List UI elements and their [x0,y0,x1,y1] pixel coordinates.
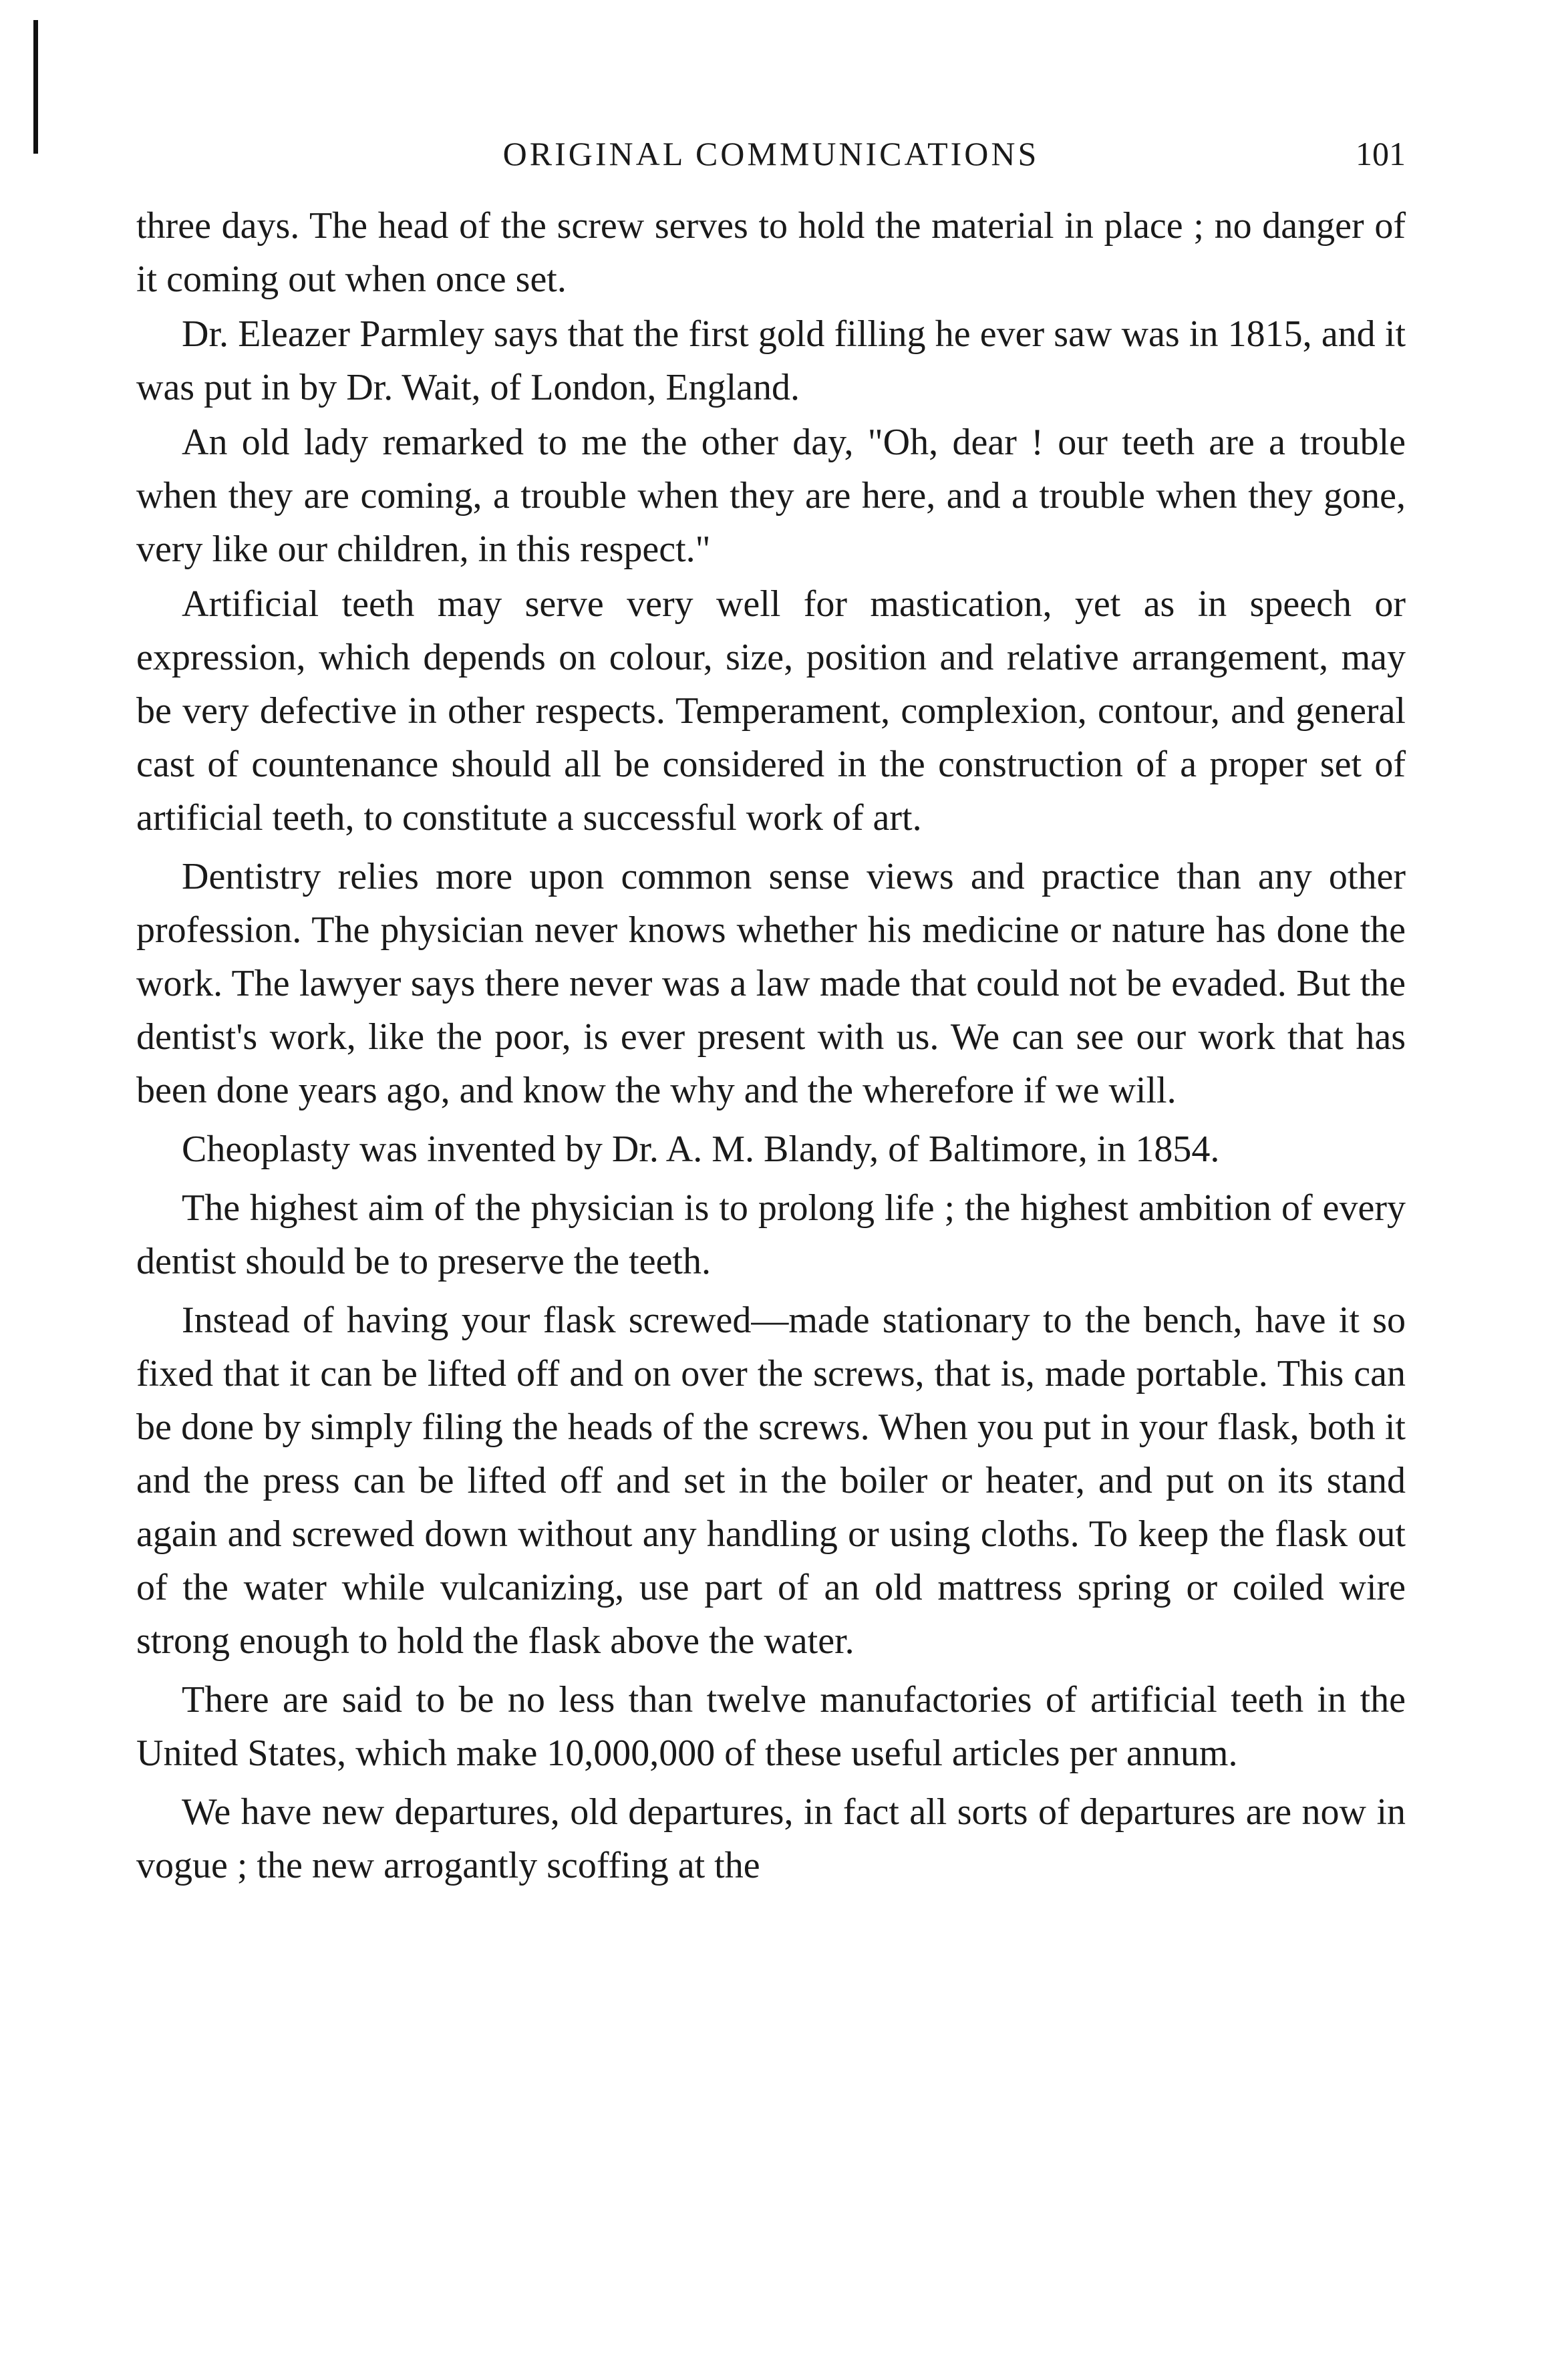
paragraph: An old lady remarked to me the other day, "Oh, dear ! our teeth are a trouble when they are coming, a trouble when they are here, and a trouble when they gone, very like our children, in this respect." [136,422,1406,570]
running-title: ORIGINAL COMMUNICATIONS [502,135,1040,172]
paragraph: There are said to be no less than twelve manufactories of artificial teeth in the United States, which make 10,000,000 of these useful articles per annum. [136,1679,1406,1774]
paragraph-truncated: We have new departures, old departures, in fact all sorts of departures are now in vogue ; the new arrogantly scoffing at the [136,1791,1406,1886]
running-head [136,127,1406,187]
paragraph: Cheoplasty was invented by Dr. A. M. Blandy, of Baltimore, in 1854. [182,1129,1220,1170]
paragraph: The highest aim of the physician is to prolong life ; the highest ambition of every dentist should be to preserve the teeth. [136,1187,1406,1282]
paragraph: Instead of having your flask screwed—made stationary to the bench, have it so fixed that it can be lifted off and on over the screws, that is, made portable. This can be done by simply filing the heads of the screws. When you put in your flask, both it and the press can be lifted off and set in the boiler or heater, and put on its stand again and screwed down without any handling or using cloths. To keep the flask out of the water while vulcanizing, use part of an old mattress spring or coiled wire strong enough to hold the flask above the water. [136,1300,1406,1662]
page-number: 101 [1356,135,1406,172]
scan-margin-line [33,20,38,154]
paragraph: Dentistry relies more upon common sense views and practice than any other profession. The physician never knows whether his medicine or nature has done the work. The lawyer says there never was a law made that could not be evaded. But the dentist's work, like the poor, is ever present with us. We can see our work that has been done years ago, and know the why and the wherefore if we will. [136,856,1406,1111]
paragraph: Artificial teeth may serve very well for mastication, yet as in speech or expression, which depends on colour, size, position and relative arrangement, may be very defective in other respects. Temperament, complexion, contour, and general cast of countenance should all be considered in the construction of a proper set of artificial teeth, to constitute a successful work of art. [136,583,1406,839]
book-page [136,127,1406,1894]
paragraph: Dr. Eleazer Parmley says that the first gold filling he ever saw was in 1815, and it was put in by Dr. Wait, of London, England. [136,313,1406,408]
paragraph-continued: three days. The head of the screw serves to hold the material in place ; no danger of it coming out when once set. [136,205,1406,300]
